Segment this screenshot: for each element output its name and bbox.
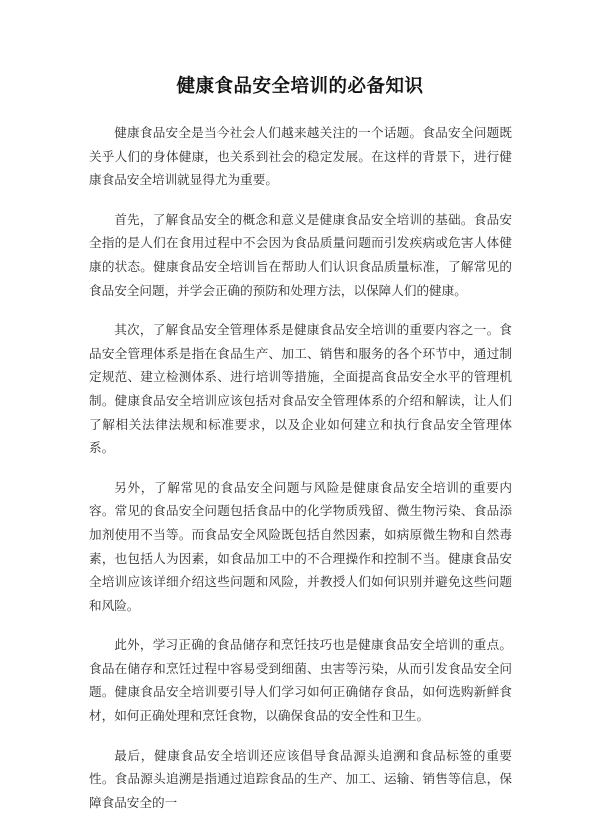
paragraph-intro: 健康食品安全是当今社会人们越来越关注的一个话题。食品安全问题既关乎人们的身体健康，也关系到社会的稳定发展。在这样的背景下，进行健康食品安全培训就显得尤为重要。 [89,125,512,188]
paragraph-storage-cooking: 此外，学习正确的食品储存和烹饪技巧也是健康食品安全培训的重点。食品在储存和烹饪过程中容易受到细菌、虫害等污染，从而引发食品安全问题。健康食品安全培训要引导人们学习如何正确储存食品，如何选购新鲜食材，如何正确处理和烹饪食物，以确保食品的安全性和卫生。 [89,637,512,724]
paragraph-concept: 首先，了解食品安全的概念和意义是健康食品安全培训的基础。食品安全指的是人们在食用过程中不会因为食品质量问题而引发疾病或危害人体健康的状态。健康食品安全培训旨在帮助人们认识食品质量标准，了解常见的食品安全问题，并学会正确的预防和处理方法，以保障人们的健康。 [89,211,512,298]
document-title: 健康食品安全培训的必备知识 [176,76,424,97]
paragraph-risks: 另外，了解常见的食品安全问题与风险是健康食品安全培训的重要内容。常见的食品安全问题包括食品中的化学物质残留、微生物污染、食品添加剂使用不当等。而食品安全风险既包括自然因素，如病原微生物和自然毒素，也包括人为因素，如食品加工中的不合理操作和控制不当。健康食品安全培训应该详细介绍这些问题和风险，并教授人们如何识别并避免这些问题和风险。 [89,479,512,613]
paragraph-management-system: 其次，了解食品安全管理体系是健康食品安全培训的重要内容之一。食品安全管理体系是指在食品生产、加工、销售和服务的各个环节中，通过制定规范、建立检测体系、进行培训等措施，全面提高食品安全水平的管理机制。健康食品安全培训应该包括对食品安全管理体系的介绍和解读，让人们了解相关法律法规和标准要求，以及企业如何建立和执行食品安全管理体系。 [89,322,512,456]
document-body [89,121,512,830]
paragraph-traceability: 最后，健康食品安全培训还应该倡导食品源头追溯和食品标签的重要性。食品源头追溯是指通过追踪食品的生产、加工、运输、销售等信息，保障食品安全的一 [89,747,512,810]
